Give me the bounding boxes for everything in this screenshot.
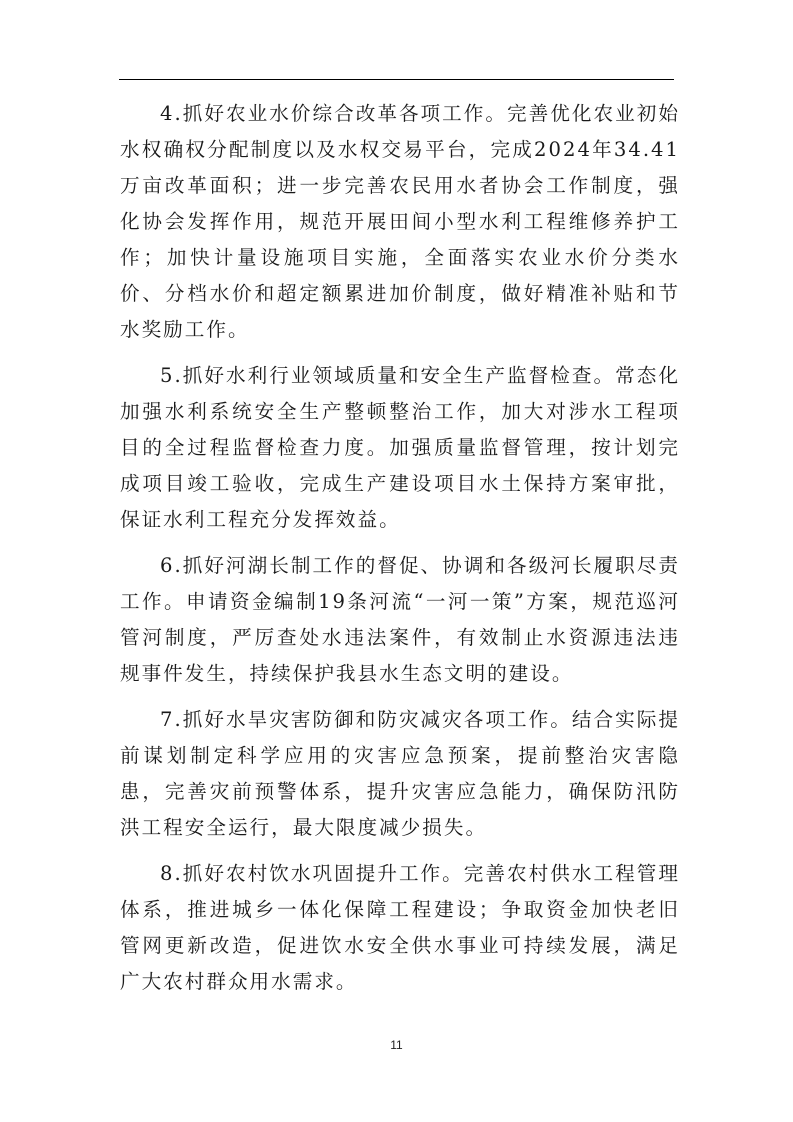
paragraph-item-8: 8.抓好农村饮水巩固提升工作。完善农村供水工程管理体系，推进城乡一体化保障工程建设；争取资金加快老旧管网更新改造，促进饮水安全供水事业可持续发展，满足广大农村群众用水需求。 (120, 862, 680, 993)
page-number: 11 (390, 1038, 403, 1052)
paragraph-item-5: 5.抓好水利行业领域质量和安全生产监督检查。常态化加强水利系统安全生产整顿整治工作，加大对涉水工程项目的全过程监督检查力度。加强质量监督管理，按计划完成项目竣工验收，完成生产建设项目水土保持方案审批，保证水利工程充分发挥效益。 (120, 364, 680, 531)
paragraph-item-6: 6.抓好河湖长制工作的督促、协调和各级河长履职尽责工作。申请资金编制19条河流“一河一策”方案，规范巡河管河制度，严厉查处水违法案件，有效制止水资源违法违规事件发生，持续保护我县水生态文明的建设。 (120, 554, 680, 685)
paragraph-item-7: 7.抓好水旱灾害防御和防灾减灾各项工作。结合实际提前谋划制定科学应用的灾害应急预案，提前整治灾害隐患，完善灾前预警体系，提升灾害应急能力，确保防汛防洪工程安全运行，最大限度减少损失。 (120, 708, 680, 839)
header-rule (119, 79, 674, 80)
document-body (120, 96, 680, 1010)
paragraph-item-4: 4.抓好农业水价综合改革各项工作。完善优化农业初始水权确权分配制度以及水权交易平台，完成2024年34.41万亩改革面积；进一步完善农民用水者协会工作制度，强化协会发挥作用，规范开展田间小型水利工程维修养护工作；加快计量设施项目实施，全面落实农业水价分类水价、分档水价和超定额累进加价制度，做好精准补贴和节水奖励工作。 (120, 102, 680, 341)
